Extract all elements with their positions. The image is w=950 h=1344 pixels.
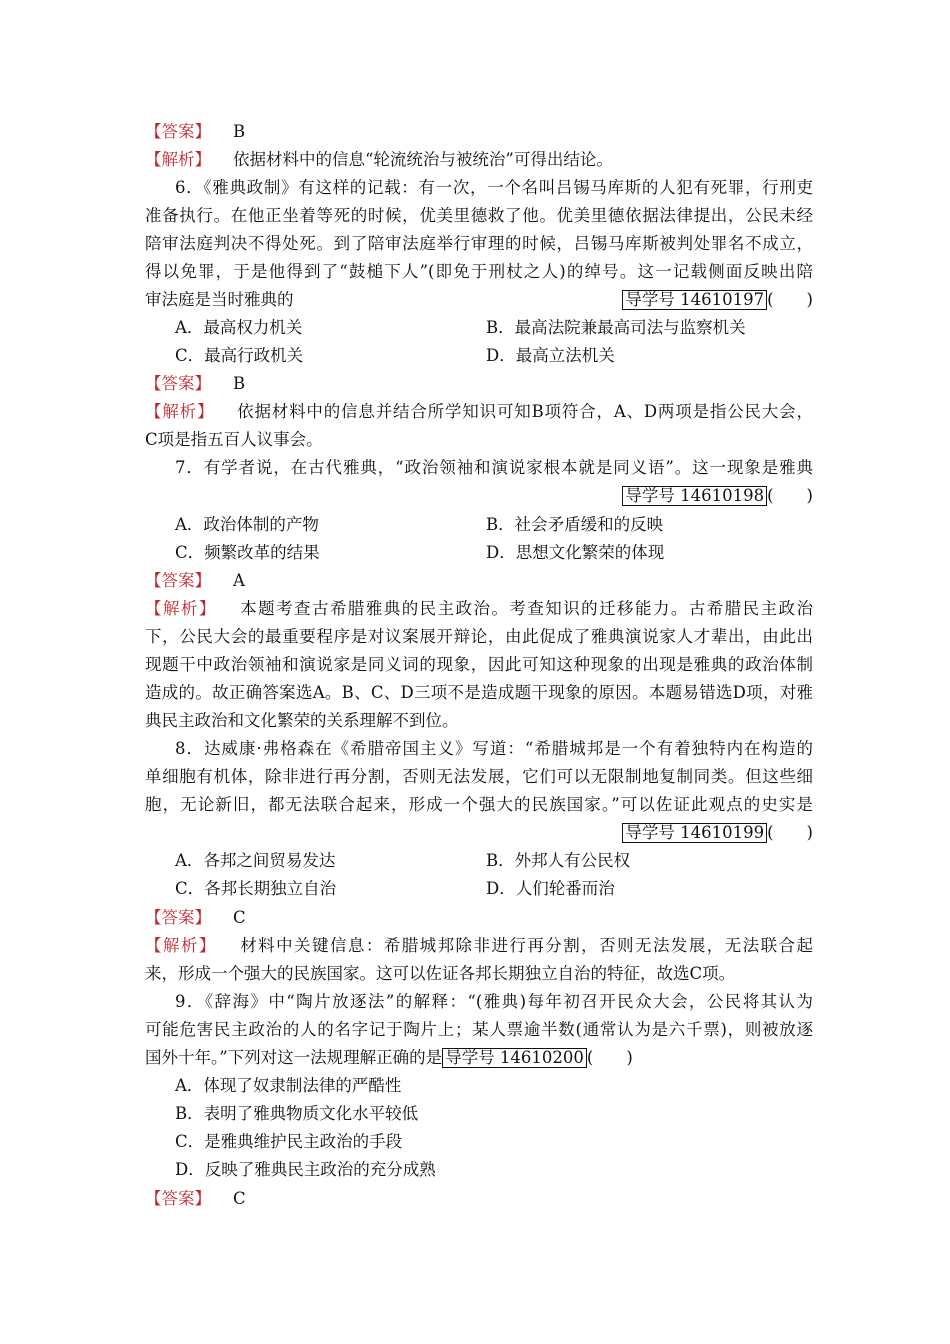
- q8-stem-line: 胞，无论新旧，都无法联合起来，形成一个强大的民族国家。”可以佐证此观点的史实是: [145, 795, 813, 814]
- answer-paren: ( ): [767, 823, 813, 842]
- q9-option-c: C．是雅典维护民主政治的手段: [175, 1132, 403, 1151]
- q9-option-d: D．反映了雅典民主政治的充分成熟: [175, 1160, 436, 1179]
- q5-answer-line: [145, 122, 813, 142]
- q6-option-b: B．最高法院兼最高司法与监察机关: [486, 318, 746, 337]
- q7-answer-line: [145, 571, 813, 591]
- analysis-tag: 【解析】: [145, 150, 211, 169]
- q6-stem-line: 陪审法庭判决不得处死。到了陪审法庭举行审理的时候，吕锡马库斯被判处罪名不成立，: [145, 234, 813, 253]
- q8-answer-line: [145, 908, 813, 928]
- guide-code: 导学号 14610200: [442, 1048, 587, 1068]
- answer-value: C: [233, 1189, 246, 1208]
- q8-stem-line: 8．达威康·弗格森在《希腊帝国主义》写道：“希腊城邦是一个有着独特内在构造的: [175, 739, 813, 758]
- answer-tag: 【答案】: [145, 908, 211, 927]
- guide-code: 导学号 14610198: [622, 486, 767, 506]
- q6-stem-line: 准备执行。在他正坐着等死的时候，优美里德救了他。优美里德依据法律提出，公民未经: [145, 206, 813, 225]
- q6-stem-line: 审法庭是当时雅典的: [145, 290, 294, 309]
- q6-option-a: A．最高权力机关: [175, 318, 303, 337]
- q9-answer-line: [145, 1189, 813, 1209]
- analysis-tag: 【解析】: [145, 599, 217, 618]
- guide-code: 导学号 14610197: [622, 290, 767, 310]
- q7-analysis-line: 下，公民大会的最重要程序是对议案展开辩论，由此促成了雅典演说家人才辈出，由此出: [145, 627, 813, 646]
- answer-value: B: [233, 374, 246, 393]
- guide-code: 导学号 14610199: [622, 823, 767, 843]
- q9-option-b: B．表明了雅典物质文化水平较低: [175, 1104, 419, 1123]
- q8-analysis-line: 来，形成一个强大的民族国家。这可以佐证各邦长期独立自治的特征，故选C项。: [145, 964, 736, 983]
- answer-value: C: [233, 908, 246, 927]
- q7-option-d: D．思想文化繁荣的体现: [486, 543, 665, 562]
- analysis-tag: 【解析】: [145, 402, 215, 421]
- analysis-text: 材料中关键信息：希腊城邦除非进行再分割，否则无法发展，无法联合起: [238, 936, 814, 955]
- q9-option-a: A．体现了奴隶制法律的严酷性: [175, 1076, 402, 1095]
- q8-option-d: D．人们轮番而治: [486, 879, 615, 898]
- q7-stem-line: 7．有学者说，在古代雅典，“政治领袖和演说家根本就是同义语”。这一现象是雅典: [175, 458, 813, 477]
- q9-stem-line: 可能危害民主政治的人的名字记于陶片上；某人票逾半数(通常认为是六千票)，则被放逐: [145, 1020, 813, 1039]
- q9-stem-line: [145, 1048, 633, 1068]
- q6-analysis-line: [145, 402, 813, 422]
- q8-option-b: B．外邦人有公民权: [486, 851, 631, 870]
- q7-code-wrap: [622, 486, 813, 506]
- answer-tag: 【答案】: [145, 122, 211, 141]
- answer-value: B: [233, 122, 246, 141]
- q7-analysis-line: [145, 599, 813, 619]
- q9-stem-text: 国外十年。”下列对这一法规理解正确的是: [145, 1048, 443, 1067]
- q8-code-wrap: [622, 823, 813, 843]
- q6-answer-line: [145, 374, 813, 394]
- answer-tag: 【答案】: [145, 1189, 211, 1208]
- q8-option-c: C．各邦长期独立自治: [175, 879, 337, 898]
- analysis-text: 依据材料中的信息并结合所学知识可知B项符合，A、D两项是指公民大会，: [236, 402, 813, 421]
- q7-analysis-line: 造成的。故正确答案选A。B、C、D三项不是造成题干现象的原因。本题易错选D项，对雅: [145, 683, 813, 702]
- q8-analysis-line: [145, 936, 813, 956]
- answer-tag: 【答案】: [145, 374, 211, 393]
- answer-paren: ( ): [586, 1048, 633, 1067]
- q6-stem-line: 得以免罪，于是他得到了“鼓槌下人”(即免于刑杖之人)的绰号。这一记载侧面反映出陪: [145, 262, 813, 281]
- q6-analysis-line: C项是指五百人议事会。: [145, 430, 323, 449]
- answer-paren: ( ): [767, 486, 813, 505]
- q7-option-b: B．社会矛盾缓和的反映: [486, 515, 664, 534]
- q7-analysis-line: 现题干中政治领袖和演说家是同义词的现象，因此可知这种现象的出现是雅典的政治体制: [145, 655, 813, 674]
- answer-value: A: [233, 571, 245, 590]
- q8-stem-line: 单细胞有机体，除非进行再分割，否则无法发展，它们可以无限制地复制同类。但这些细: [145, 767, 813, 786]
- q6-option-c: C．最高行政机关: [175, 346, 304, 365]
- q7-analysis-line: 典民主政治和文化繁荣的关系理解不到位。: [145, 711, 459, 730]
- q6-code-wrap: [622, 290, 813, 310]
- analysis-text: 依据材料中的信息“轮流统治与被统治”可得出结论。: [233, 150, 613, 169]
- q6-option-d: D．最高立法机关: [486, 346, 615, 365]
- q7-option-c: C．频繁改革的结果: [175, 543, 320, 562]
- q9-stem-line: 9．《辞海》中“陶片放逐法”的解释：“(雅典)每年初召开民众大会，公民将其认为: [175, 992, 813, 1011]
- q5-analysis-line: [145, 150, 813, 170]
- answer-tag: 【答案】: [145, 571, 211, 590]
- q7-option-a: A．政治体制的产物: [175, 515, 319, 534]
- q8-option-a: A．各邦之间贸易发达: [175, 851, 336, 870]
- analysis-text: 本题考查古希腊雅典的民主政治。考查知识的迁移能力。古希腊民主政治: [238, 599, 814, 618]
- analysis-tag: 【解析】: [145, 936, 217, 955]
- q6-stem-line: 6．《雅典政制》有这样的记载：有一次，一个名叫吕锡马库斯的人犯有死罪，行刑吏: [175, 178, 813, 197]
- answer-paren: ( ): [767, 290, 813, 309]
